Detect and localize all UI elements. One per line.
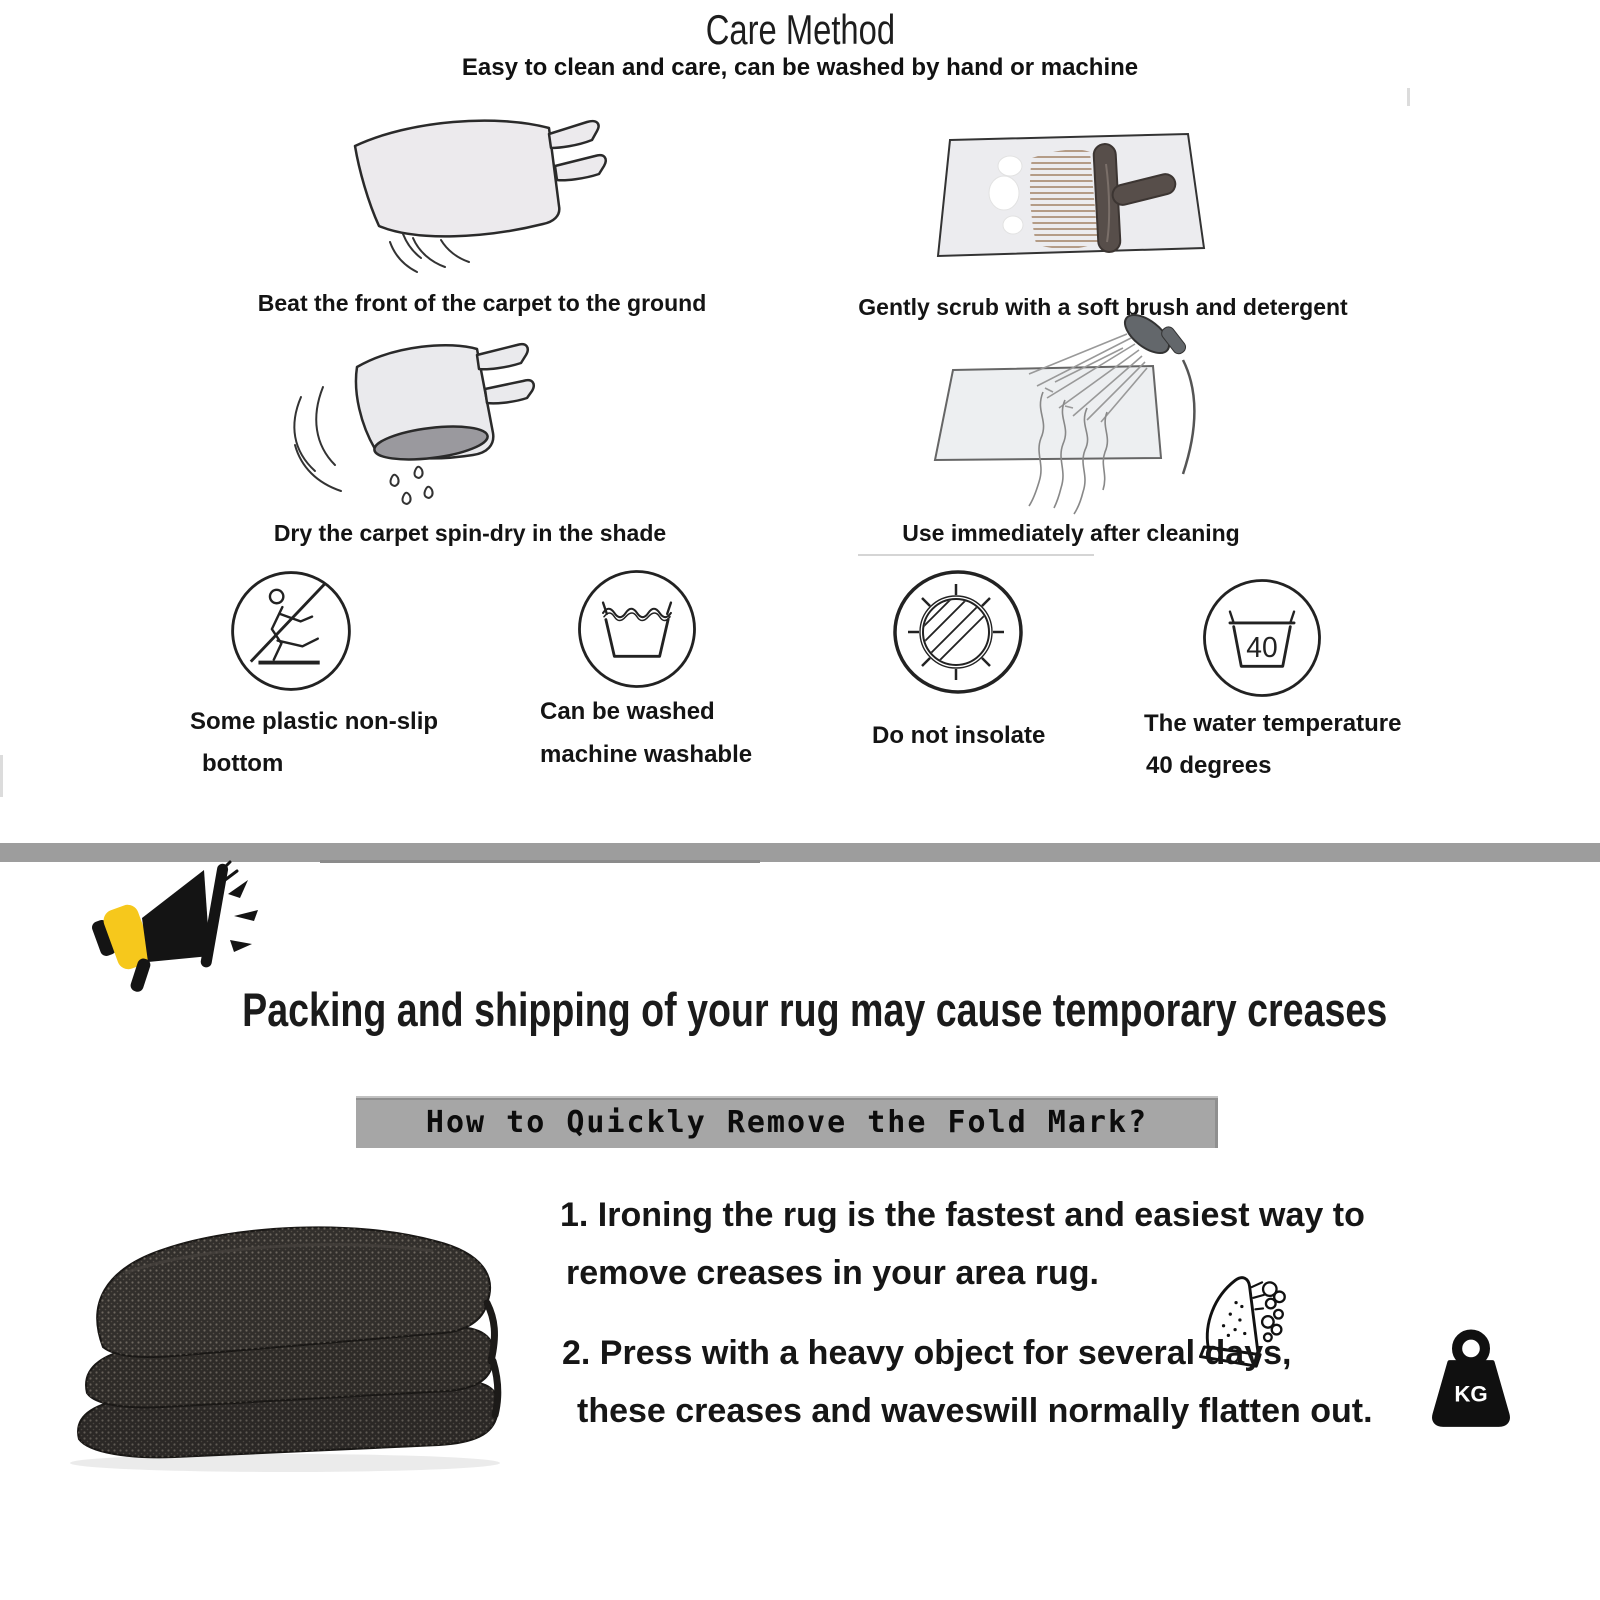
page-title (0, 6, 1600, 54)
symbol-caption-nonslip-2: bottom (202, 750, 284, 777)
caption-underline (858, 554, 1094, 556)
machine-wash-icon (571, 563, 703, 695)
spin-dry-illustration (265, 333, 600, 525)
tip-2-line-1: 2. Press with a heavy object for several days, (562, 1334, 1292, 1372)
carpet-beat-illustration (295, 112, 660, 294)
notice-headline (0, 982, 1600, 1037)
no-slip-icon (224, 564, 358, 698)
step-caption-scrub: Gently scrub with a soft brush and detergent (858, 294, 1348, 320)
kg-label: KG (1454, 1381, 1488, 1407)
notice-headline-text: Packing and shipping of your rug may cause temporary creases (242, 983, 1388, 1036)
temperature-value: 40 (1246, 630, 1278, 663)
stray-mark-left (0, 755, 3, 797)
step-caption-use: Use immediately after cleaning (902, 520, 1240, 546)
water-temperature-icon (1196, 572, 1328, 704)
folded-rug-image (35, 1185, 535, 1485)
symbol-caption-temp-2: 40 degrees (1146, 752, 1272, 779)
megaphone-icon (90, 858, 262, 993)
motion-lines (294, 387, 341, 491)
symbol-caption-wash-2: machine washable (540, 741, 753, 768)
symbol-caption-temp-1: The water temperature (1144, 710, 1402, 737)
page-subtitle: Easy to clean and care, can be washed by hand or machine (461, 54, 1139, 81)
stray-mark-top (1407, 88, 1410, 106)
tip-1-line-2: remove creases in your area rug. (566, 1254, 1099, 1292)
brush-scrub-illustration (920, 124, 1220, 296)
fold-mark-banner: How to Quickly Remove the Fold Mark? (356, 1096, 1218, 1148)
symbol-caption-nonslip-1: Some plastic non-slip (190, 708, 439, 735)
brush-bristles (1030, 150, 1098, 249)
symbol-caption-insolate: Do not insolate (872, 722, 1046, 749)
shower-rinse-illustration (895, 308, 1230, 520)
water-drops (391, 467, 433, 504)
step-caption-dry: Dry the carpet spin-dry in the shade (273, 520, 667, 546)
motion-lines (390, 234, 469, 272)
step-caption-beat: Beat the front of the carpet to the ground (257, 290, 707, 316)
page-title-text: Care Method (705, 6, 895, 53)
tip-1-line-1: 1. Ironing the rug is the fastest and easiest way to (560, 1196, 1365, 1234)
symbol-caption-wash-1: Can be washed (540, 698, 715, 725)
tip-2-line-2: these creases and waveswill normally flatten out. (577, 1392, 1373, 1430)
do-not-insolate-icon (886, 562, 1030, 702)
kg-weight-icon (1420, 1326, 1522, 1434)
steam-puffs (1262, 1282, 1285, 1341)
section-divider-seam (320, 860, 760, 863)
